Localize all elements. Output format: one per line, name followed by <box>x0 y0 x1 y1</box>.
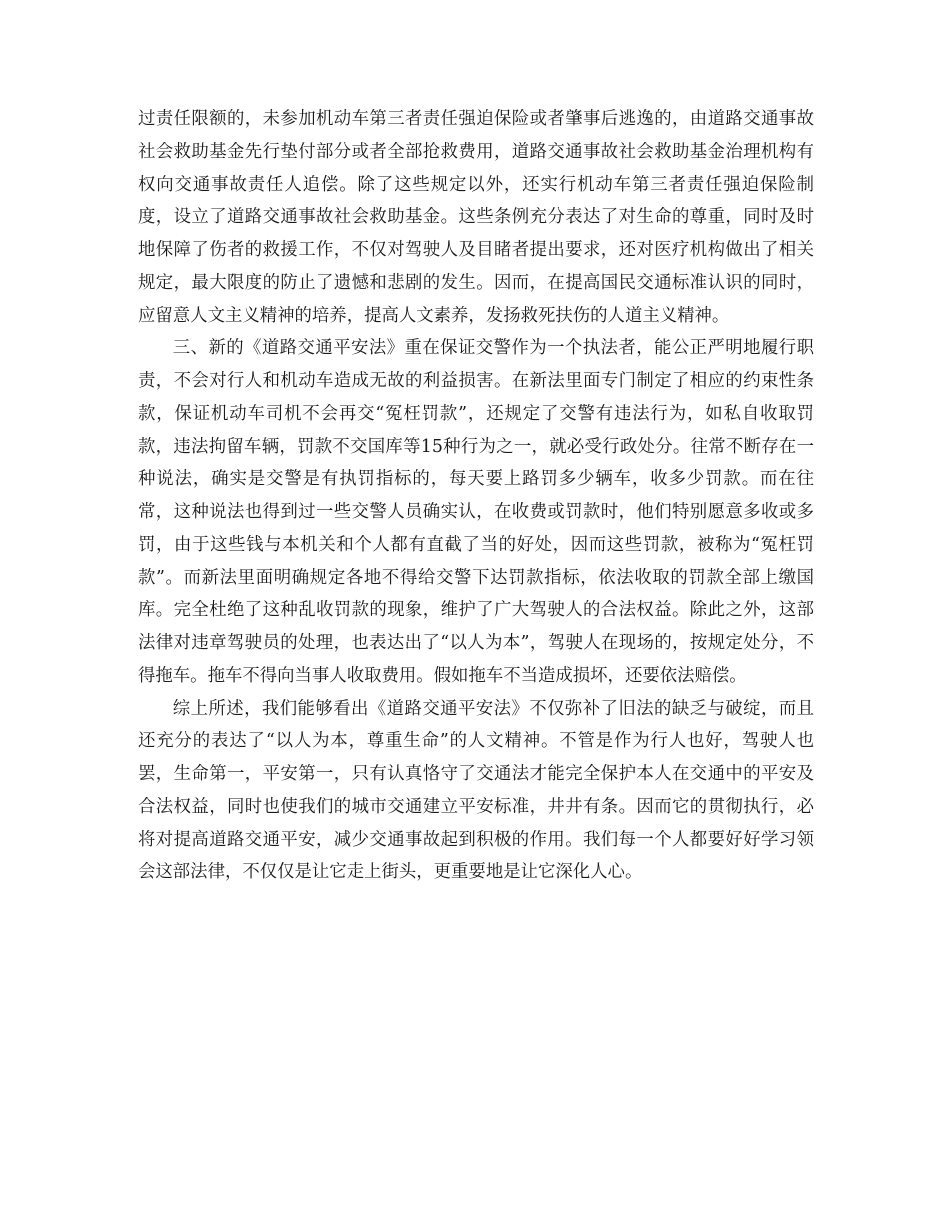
paragraph-conclusion: 综上所述，我们能够看出《道路交通平安法》不仅弥补了旧法的缺乏与破绽，而且还充分的表达了“以人为本，尊重生命”的人文精神。不管是作为行人也好，驾驶人也罢，生命第一，平安第一，只有认真恪守了交通法才能完全保护本人在交通中的平安及合法权益，同时也使我们的城市交通建立平安标准，井井有条。因而它的贯彻执行，必将对提高道路交通平安，减少交通事故起到积极的作用。我们每一个人都要好好学习领会这部法律，不仅仅是让它走上街头，更重要地是让它深化人心。 <box>138 698 814 883</box>
paragraph-continuation: 过责任限额的，未参加机动车第三者责任强迫保险或者肇事后逃逸的，由道路交通事故社会救助基金先行垫付部分或者全部抢救费用，道路交通事故社会救助基金治理机构有权向交通事故责任人追偿。除了这些规定以外，还实行机动车第三者责任强迫保险制度，设立了道路交通事故社会救助基金。这些条例充分表达了对生命的尊重，同时及时地保障了伤者的救援工作，不仅对驾驶人及目睹者提出要求，还对医疗机构做出了相关规定，最大限度的防止了遗憾和悲剧的发生。因而，在提高国民交通标准认识的同时，应留意人文主义精神的培养，提高人文素养，发扬救死扶伤的人道主义精神。 <box>138 109 814 326</box>
document-body <box>138 103 814 889</box>
paragraph-section-three: 三、新的《道路交通平安法》重在保证交警作为一个执法者，能公正严明地履行职责，不会对行人和机动车造成无故的利益损害。在新法里面专门制定了相应的约束性条款，保证机动车司机不会再交“冤枉罚款”，还规定了交警有违法行为，如私自收取罚款，违法拘留车辆，罚款不交国库等15种行为之一，就必受行政处分。往常不断存在一种说法，确实是交警是有执罚指标的，每天要上路罚多少辆车，收多少罚款。而在往常，这种说法也得到过一些交警人员确实认，在收费或罚款时，他们特别愿意多收或多罚，由于这些钱与本机关和个人都有直截了当的好处，因而这些罚款，被称为“冤枉罚款”。而新法里面明确规定各地不得给交警下达罚款指标，依法收取的罚款全部上缴国库。完全杜绝了这种乱收罚款的现象，维护了广大驾驶人的合法权益。除此之外，这部法律对违章驾驶员的处理，也表达出了“以人为本”，驾驶人在现场的，按规定处分，不得拖车。拖车不得向当事人收取费用。假如拖车不当造成损坏，还要依法赔偿。 <box>138 338 814 686</box>
